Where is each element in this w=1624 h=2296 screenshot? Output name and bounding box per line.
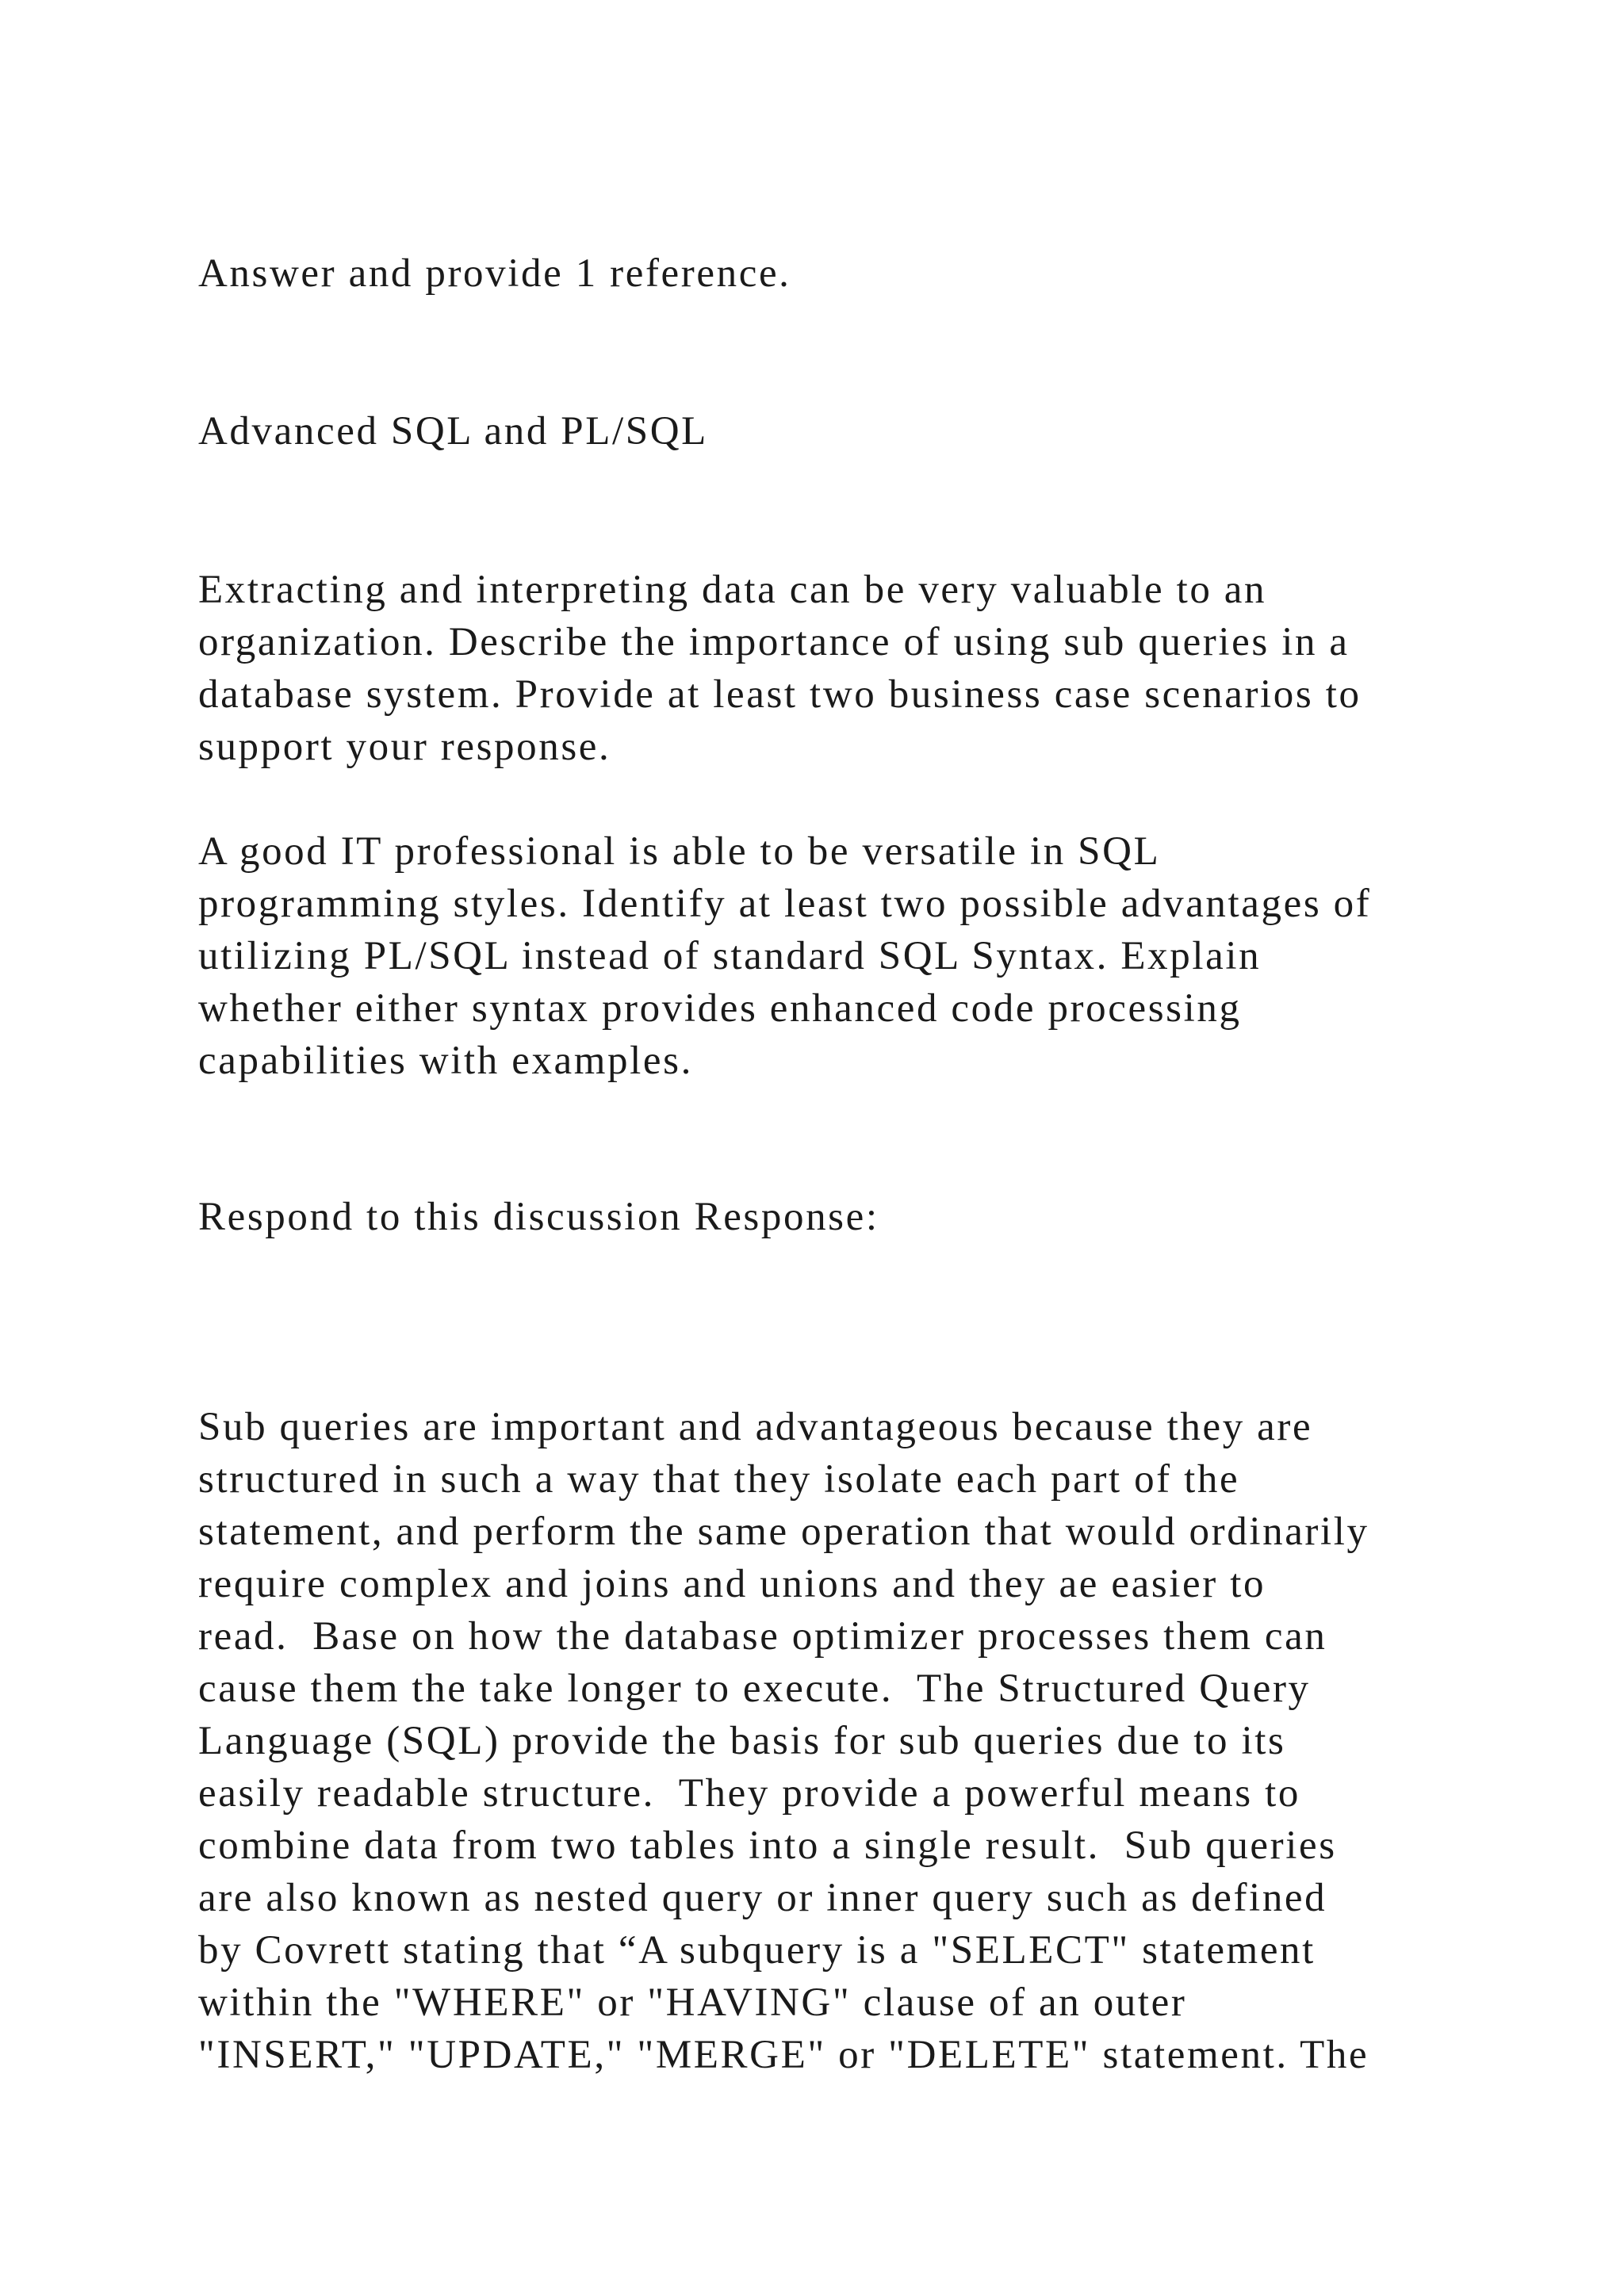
question-2-line: capabilities with examples. (198, 1039, 693, 1083)
response-line: easily readable structure. They provide a powerful means to (198, 1771, 1300, 1816)
question-1-line: organization. Describe the importance of using sub queries in a (198, 620, 1350, 664)
question-1-line: support your response. (198, 725, 611, 769)
heading: Advanced SQL and PL/SQL (198, 409, 708, 453)
respond-label: Respond to this discussion Response: (198, 1195, 879, 1239)
instruction-text: Answer and provide 1 reference. (198, 251, 791, 296)
response-line: statement, and perform the same operation that would ordinarily (198, 1510, 1369, 1554)
question-2-line: utilizing PL/SQL instead of standard SQL Syntax. Explain (198, 934, 1262, 978)
response-line: read. Base on how the database optimizer processes them can (198, 1614, 1327, 1659)
question-2-line: whether either syntax provides enhanced code processing (198, 986, 1242, 1031)
response-line: are also known as nested query or inner query such as defined (198, 1876, 1327, 1920)
response-line: combine data from two tables into a single result. Sub queries (198, 1823, 1337, 1868)
response-line: structured in such a way that they isolate each part of the (198, 1457, 1240, 1502)
question-2-line: A good IT professional is able to be versatile in SQL (198, 829, 1161, 874)
response-line: Sub queries are important and advantageous because they are (198, 1405, 1313, 1449)
response-line: Language (SQL) provide the basis for sub queries due to its (198, 1719, 1286, 1763)
response-line: within the "WHERE" or "HAVING" clause of an outer (198, 1980, 1187, 2025)
question-1-line: Extracting and interpreting data can be very valuable to an (198, 568, 1267, 612)
response-line: "INSERT," "UPDATE," "MERGE" or "DELETE" statement. The (198, 2033, 1369, 2077)
response-line: require complex and joins and unions and they ae easier to (198, 1562, 1266, 1606)
response-line: by Covrett stating that “A subquery is a "SELECT" statement (198, 1928, 1316, 1973)
question-2-line: programming styles. Identify at least two possible advantages of (198, 882, 1372, 926)
response-line: cause them the take longer to execute. The Structured Query (198, 1667, 1311, 1711)
question-1-line: database system. Provide at least two business case scenarios to (198, 672, 1362, 717)
